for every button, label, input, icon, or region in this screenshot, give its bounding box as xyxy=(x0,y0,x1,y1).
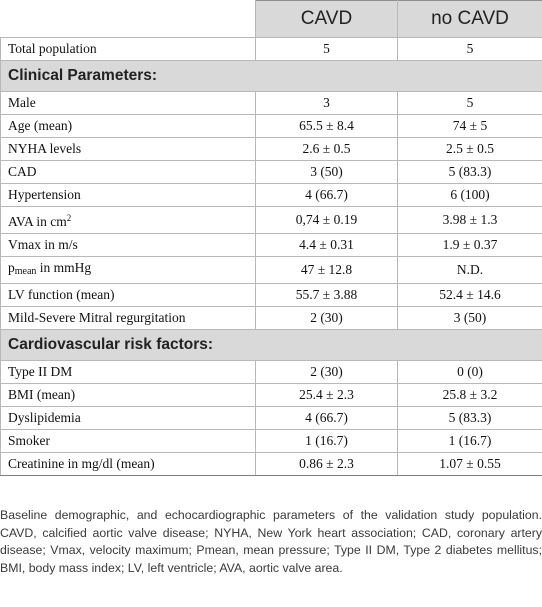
cell-cavd: 65.5 ± 8.4 xyxy=(256,115,398,138)
section-title: Clinical Parameters: xyxy=(1,61,542,92)
table-row xyxy=(1,234,542,257)
table-row xyxy=(1,257,542,284)
row-label: Smoker xyxy=(1,430,256,453)
cell-no-cavd: 5 (83.3) xyxy=(398,407,542,430)
cell-cavd: 2 (30) xyxy=(256,361,398,384)
cell-cavd: 4 (66.7) xyxy=(256,407,398,430)
table-row xyxy=(1,407,542,430)
table-row xyxy=(1,361,542,384)
table-row xyxy=(1,138,542,161)
cell-no-cavd: 52.4 ± 14.6 xyxy=(398,284,542,307)
table-row xyxy=(1,184,542,207)
row-label: NYHA levels xyxy=(1,138,256,161)
table-row xyxy=(1,115,542,138)
cell-cavd: 0.86 ± 2.3 xyxy=(256,453,398,476)
row-label: CAD xyxy=(1,161,256,184)
cell-no-cavd: 0 (0) xyxy=(398,361,542,384)
cell-no-cavd: 25.8 ± 3.2 xyxy=(398,384,542,407)
cell-no-cavd: 2.5 ± 0.5 xyxy=(398,138,542,161)
row-label-main: p xyxy=(8,260,15,275)
table-row xyxy=(1,384,542,407)
header-cavd: CAVD xyxy=(256,1,398,38)
table-row xyxy=(1,92,542,115)
cell-cavd: 2.6 ± 0.5 xyxy=(256,138,398,161)
cell-cavd: 3 (50) xyxy=(256,161,398,184)
table-row xyxy=(1,284,542,307)
row-label: Hypertension xyxy=(1,184,256,207)
cell-cavd: 55.7 ± 3.88 xyxy=(256,284,398,307)
row-label: Dyslipidemia xyxy=(1,407,256,430)
table-row xyxy=(1,453,542,476)
cell-no-cavd: 1.9 ± 0.37 xyxy=(398,234,542,257)
row-label: Creatinine in mg/dl (mean) xyxy=(1,453,256,476)
row-label xyxy=(1,257,256,284)
cell-cavd: 25.4 ± 2.3 xyxy=(256,384,398,407)
row-label: Male xyxy=(1,92,256,115)
header-no-cavd: no CAVD xyxy=(398,1,542,38)
row-label-rest: in mmHg xyxy=(36,260,92,275)
row-label: Total population xyxy=(1,38,256,61)
cell-no-cavd: 74 ± 5 xyxy=(398,115,542,138)
cell-no-cavd: 1 (16.7) xyxy=(398,430,542,453)
section-header-clinical xyxy=(1,61,542,92)
row-label: Mild-Severe Mitral regurgitation xyxy=(1,307,256,330)
table-row xyxy=(1,430,542,453)
row-label: Vmax in m/s xyxy=(1,234,256,257)
section-header-risk xyxy=(1,330,542,361)
row-label: BMI (mean) xyxy=(1,384,256,407)
cell-no-cavd: 3.98 ± 1.3 xyxy=(398,207,542,234)
cell-no-cavd: 3 (50) xyxy=(398,307,542,330)
row-label: LV function (mean) xyxy=(1,284,256,307)
table-row xyxy=(1,161,542,184)
cell-no-cavd: 5 xyxy=(398,38,542,61)
row-label-superscript: 2 xyxy=(66,213,72,223)
cell-cavd: 4 (66.7) xyxy=(256,184,398,207)
cell-no-cavd: 6 (100) xyxy=(398,184,542,207)
row-label: Type II DM xyxy=(1,361,256,384)
row-label-main: AVA in cm xyxy=(8,214,67,229)
table-row xyxy=(1,207,542,234)
table-row xyxy=(1,38,542,61)
cell-no-cavd: 5 (83.3) xyxy=(398,161,542,184)
cell-cavd: 4.4 ± 0.31 xyxy=(256,234,398,257)
cell-cavd: 1 (16.7) xyxy=(256,430,398,453)
table-row xyxy=(1,307,542,330)
cell-cavd: 47 ± 12.8 xyxy=(256,257,398,284)
cell-no-cavd: 5 xyxy=(398,92,542,115)
cell-no-cavd: 1.07 ± 0.55 xyxy=(398,453,542,476)
table-caption: Baseline demographic, and echocardiographic parameters of the validation study population. CAVD, calcified aortic valve disease; NYHA, New York heart association; CAD, coronary artery disease; Vmax, velocity maximum; Pmean, mean pressure; Type II DM, Type 2 diabetes mellitus; BMI, body mass index; LV, left ventricle; AVA, aortic valve area. xyxy=(0,508,542,575)
cell-cavd: 0,74 ± 0.19 xyxy=(256,207,398,234)
cell-no-cavd: N.D. xyxy=(398,257,542,284)
table-header-row xyxy=(1,1,542,38)
row-label xyxy=(1,207,256,234)
header-blank-cell xyxy=(1,1,256,38)
row-label-subscript: mean xyxy=(14,266,37,277)
cell-cavd: 5 xyxy=(256,38,398,61)
cell-cavd: 2 (30) xyxy=(256,307,398,330)
cell-cavd: 3 xyxy=(256,92,398,115)
section-title: Cardiovascular risk factors: xyxy=(1,330,542,361)
row-label: Age (mean) xyxy=(1,115,256,138)
